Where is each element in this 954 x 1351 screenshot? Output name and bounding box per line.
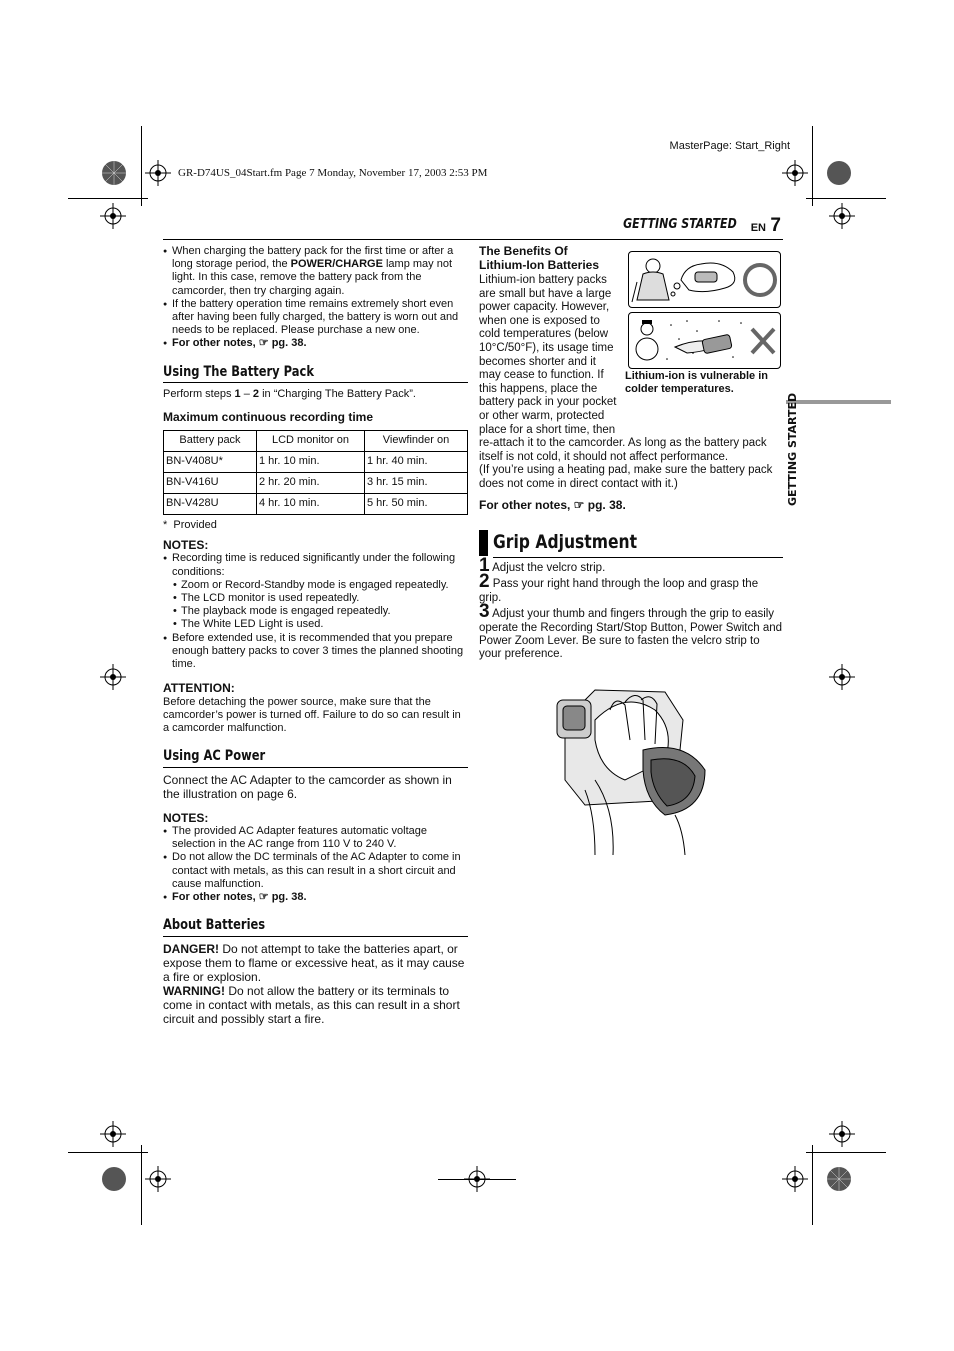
page-reference: ● For other notes, ☞ pg. 38. [163, 337, 468, 350]
bullet-note: ● When charging the battery pack for the first time or after a long storage period, the POWER/CHARGE lamp may not light. In this case, remove the battery pack from the camcorder, then try charging again. [163, 245, 468, 298]
recording-time-table [163, 430, 468, 515]
danger-text: DANGER! Do not attempt to take the batteries apart, or expose them to flame or excessive heat, as it may cause a fire or explosion. [163, 941, 465, 985]
grip-heading-bar [479, 530, 488, 556]
table-row [164, 451, 468, 472]
benefits-continued: re-attach it to the camcorder. As long as the battery pack itself is not cold, it should not affect performance. (If you’re using a heating pad, make sure the battery pack does not come in direct contact with it.) [479, 437, 773, 490]
notes-heading: NOTES: [163, 538, 209, 553]
side-tab-label: GETTING STARTED [786, 392, 799, 506]
step-item: 3 Adjust your thumb and fingers through the grip to easily operate the Recording Start/Stop Button, Power Switch and Power Zoom Lever. Be sure to fasten the velcro strip to your preference. [479, 601, 783, 661]
benefits-text: Lithium-ion battery packs are small but have a large power capacity. However, when one is exposed to cold temperatures (below 10°C/50°F), its usage time becomes shorter and it may cease to function. If this happens, place the battery pack in your pocket or other warm, protected place for a short time, then [479, 274, 617, 436]
table-cell: BN-V428U [164, 493, 257, 514]
left-column [163, 245, 468, 1026]
lang-label: EN [750, 222, 766, 234]
table-cell: 3 hr. 15 min. [365, 472, 468, 493]
camcorder-grip-illustration [555, 680, 715, 855]
battery-pack-text: Perform steps 1 – 2 in “Charging The Battery Pack”. [163, 388, 416, 401]
crosshair-mark-icon [100, 664, 126, 690]
grip-heading-rule [493, 557, 783, 558]
grip-heading: Grip Adjustment [493, 531, 638, 553]
table-cell: 5 hr. 50 min. [365, 493, 468, 514]
table-row [164, 493, 468, 514]
page-reference: ● For other notes, ☞ pg. 38. [163, 891, 468, 904]
crosshair-mark-icon [100, 203, 126, 229]
table-cell: 2 hr. 20 min. [257, 472, 365, 493]
ng-cross-icon [752, 329, 774, 353]
cold-battery-illustration [628, 312, 781, 369]
sub-bullet: • The LCD monitor is used repeatedly. [163, 592, 468, 605]
crosshair-mark-icon [829, 203, 855, 229]
table-header-row [164, 430, 468, 451]
bullet-note: ● Recording time is reduced significantly under the following conditions: [163, 552, 468, 578]
attention-heading: ATTENTION: [163, 681, 235, 696]
section-label: GETTING STARTED [623, 217, 737, 232]
table-footnote: * Provided [163, 518, 217, 531]
page-number: 7 [770, 215, 781, 236]
table-cell: 4 hr. 10 min. [257, 493, 365, 514]
crop-line [438, 1179, 516, 1180]
crosshair-mark-icon [145, 1166, 171, 1192]
step-item: 2 Pass your right hand through the loop and grasp the grip. [479, 571, 759, 604]
sub-bullet: • The White LED Light is used. [163, 618, 468, 631]
registration-mark-icon [826, 1166, 852, 1192]
header-rule [163, 239, 783, 240]
col-header: Battery pack [164, 430, 257, 451]
masterpage-label: MasterPage: Start_Right [669, 140, 790, 152]
col-header: LCD monitor on [257, 430, 365, 451]
attention-text: Before detaching the power source, make sure that the camcorder’s power is turned off. Failure to do so can result in a camcorder malfunction. [163, 695, 461, 734]
running-header [163, 216, 783, 238]
ac-power-text: Connect the AC Adapter to the camcorder as shown in the illustration on page 6. [163, 772, 452, 802]
crosshair-mark-icon [782, 160, 808, 186]
ac-power-heading: Using AC Power [163, 748, 266, 765]
sub-bullet: • The playback mode is engaged repeatedly. [163, 605, 468, 618]
bullet-note: ● The provided AC Adapter features automatic voltage selection in the AC range from 110 V to 240 V. [163, 825, 468, 851]
table-cell: BN-V416U [164, 472, 257, 493]
bullet-note: ● Before extended use, it is recommended that you prepare enough battery packs to cover 3 times the planned shooting time. [163, 632, 468, 672]
table-cell: BN-V408U* [164, 451, 257, 472]
registration-mark-icon [826, 160, 852, 186]
batteries-heading: About Batteries [163, 917, 266, 934]
crosshair-mark-icon [829, 1121, 855, 1147]
table-row [164, 472, 468, 493]
battery-pack-heading: Using The Battery Pack [163, 363, 314, 380]
table-title: Maximum continuous recording time [163, 410, 374, 425]
bullet-note: ● Do not allow the DC terminals of the AC Adapter to come in contact with metals, as this can result in a short circuit and cause malfunction. [163, 851, 468, 891]
registration-mark-icon [101, 160, 127, 186]
side-tab-bar [786, 400, 891, 404]
registration-mark-icon [101, 1166, 127, 1192]
file-info: GR-D74US_04Start.fm Page 7 Monday, November 17, 2003 2:53 PM [178, 167, 488, 179]
crosshair-mark-icon [782, 1166, 808, 1192]
crosshair-mark-icon [829, 664, 855, 690]
table-cell: 1 hr. 10 min. [257, 451, 365, 472]
crosshair-mark-icon [100, 1121, 126, 1147]
step-item: 1 Adjust the velcro strip. [479, 555, 606, 576]
warm-battery-illustration [628, 251, 781, 308]
grip-steps [479, 555, 783, 662]
benefits-heading: The Benefits Of Lithium-Ion Batteries [479, 244, 600, 272]
notes-heading: NOTES: [163, 810, 209, 825]
ok-circle-icon [745, 265, 775, 295]
table-cell: 1 hr. 40 min. [365, 451, 468, 472]
bullet-note: ● If the battery operation time remains extremely short even after having been fully charged, the battery is worn out and needs to be replaced. Please purchase a new one. [163, 298, 468, 338]
page-reference: For other notes, ☞ pg. 38. [479, 498, 626, 512]
crosshair-mark-icon [145, 160, 171, 186]
col-header: Viewfinder on [365, 430, 468, 451]
sub-bullet: • Zoom or Record-Standby mode is engaged repeatedly. [163, 579, 468, 592]
warning-text: WARNING! Do not allow the battery or its terminals to come in contact with metals, as this can result in a short circuit and possibly start a fire. [163, 984, 460, 1027]
illustration-caption: Lithium-ion is vulnerable in colder temperatures. [625, 370, 769, 395]
